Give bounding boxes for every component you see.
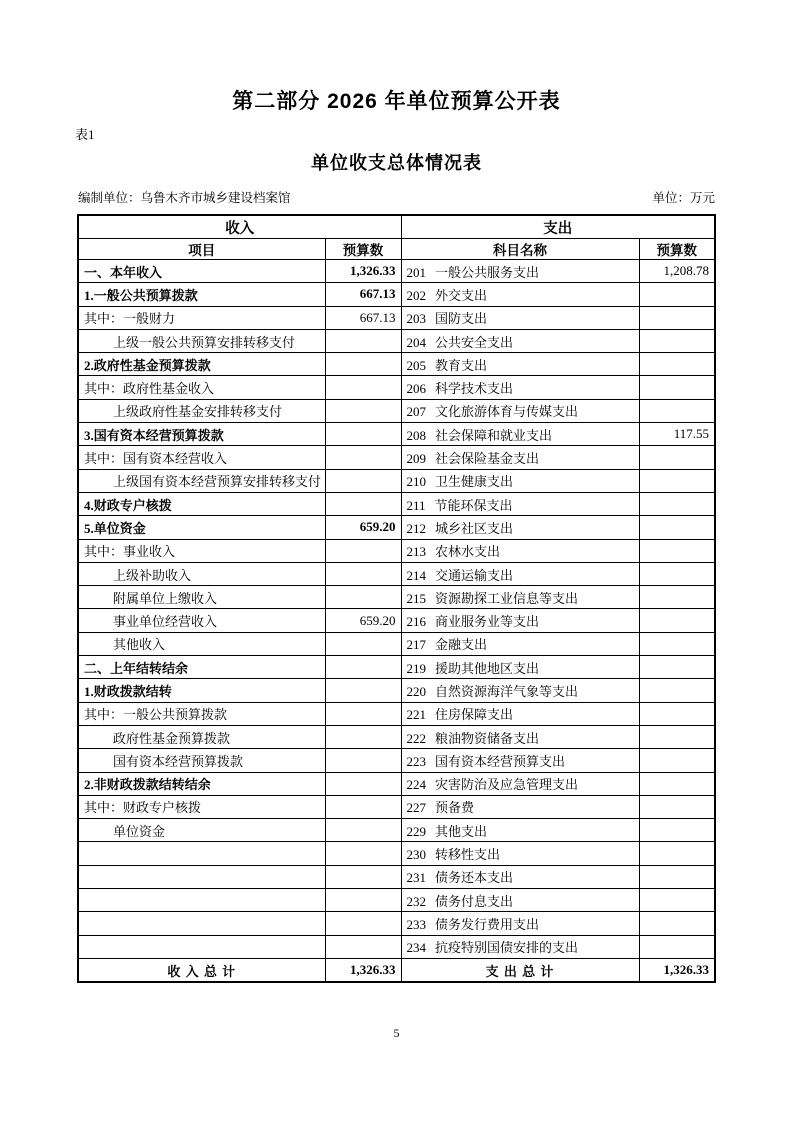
expense-budget-cell bbox=[639, 725, 715, 748]
expense-budget-cell bbox=[639, 353, 715, 376]
income-item-cell bbox=[78, 446, 325, 469]
income-budget-value: 667.13 bbox=[359, 286, 396, 302]
income-item-cell bbox=[78, 935, 325, 958]
income-budget-cell bbox=[325, 516, 401, 539]
income-item-label: 一、本年收入 bbox=[84, 264, 163, 280]
expense-code: 210 bbox=[406, 474, 426, 490]
income-item-label: 其中：国有资本经营收入 bbox=[84, 451, 228, 467]
income-item-cell bbox=[78, 329, 325, 352]
expense-subject-label: 援助其他地区支出 bbox=[435, 660, 540, 676]
expense-subject-cell bbox=[401, 283, 639, 306]
income-budget-cell bbox=[325, 912, 401, 935]
expense-code: 232 bbox=[406, 893, 426, 909]
expense-code: 221 bbox=[406, 707, 426, 723]
income-item-cell bbox=[78, 725, 325, 748]
table-row bbox=[78, 446, 715, 469]
table-row bbox=[78, 889, 715, 912]
expense-budget-cell bbox=[639, 842, 715, 865]
income-budget-cell bbox=[325, 795, 401, 818]
expense-subject-label: 公共安全支出 bbox=[435, 334, 514, 350]
table-row bbox=[78, 609, 715, 632]
income-item-label: 上级国有资本经营预算安排转移支付 bbox=[113, 474, 322, 490]
expense-code: 203 bbox=[406, 311, 426, 327]
income-item-label: 其中：一般财力 bbox=[84, 311, 176, 327]
expense-budget-cell bbox=[639, 329, 715, 352]
column-header-income-budget: 预算数 bbox=[325, 239, 401, 260]
expense-subject-label: 文化旅游体育与传媒支出 bbox=[435, 404, 579, 420]
income-budget-cell bbox=[325, 586, 401, 609]
expense-subject-label: 灾害防治及应急管理支出 bbox=[435, 777, 579, 793]
expense-subject-label: 国防支出 bbox=[435, 311, 488, 327]
table-row bbox=[78, 353, 715, 376]
income-item-cell bbox=[78, 283, 325, 306]
table-row bbox=[78, 725, 715, 748]
table-row bbox=[78, 306, 715, 329]
income-budget-cell bbox=[325, 399, 401, 422]
expense-subject-label: 债务还本支出 bbox=[435, 870, 514, 886]
table-row bbox=[78, 283, 715, 306]
income-budget-cell bbox=[325, 702, 401, 725]
income-item-label: 2.非财政拨款结转结余 bbox=[84, 777, 211, 793]
income-item-cell bbox=[78, 399, 325, 422]
expense-code: 213 bbox=[406, 544, 426, 560]
expense-subject-label: 社会保障和就业支出 bbox=[435, 427, 553, 443]
expense-budget-value: 1,208.78 bbox=[663, 263, 709, 279]
income-budget-cell bbox=[325, 935, 401, 958]
expense-budget-cell bbox=[639, 469, 715, 492]
expense-budget-cell bbox=[639, 749, 715, 772]
income-budget-value: 667.13 bbox=[359, 309, 396, 325]
unit-label: 单位：万元 bbox=[652, 191, 715, 205]
expense-budget-cell bbox=[639, 912, 715, 935]
expense-subject-label: 一般公共服务支出 bbox=[435, 264, 540, 280]
expense-budget-cell bbox=[639, 795, 715, 818]
income-budget-cell bbox=[325, 353, 401, 376]
table-row bbox=[78, 562, 715, 585]
income-item-cell bbox=[78, 353, 325, 376]
expense-budget-cell bbox=[639, 935, 715, 958]
table-meta-row bbox=[78, 190, 715, 207]
income-item-label: 单位资金 bbox=[113, 823, 166, 839]
expense-subject-label: 其他支出 bbox=[435, 823, 488, 839]
expense-code: 222 bbox=[406, 730, 426, 746]
expense-subject-cell bbox=[401, 679, 639, 702]
expense-budget-cell bbox=[639, 260, 715, 283]
expense-subject-label: 商业服务业等支出 bbox=[435, 614, 540, 630]
expense-budget-cell bbox=[639, 586, 715, 609]
column-header-row bbox=[78, 239, 715, 260]
income-budget-cell bbox=[325, 376, 401, 399]
expense-subject-cell bbox=[401, 609, 639, 632]
income-total-label: 收 入 总 计 bbox=[78, 958, 325, 982]
expense-code: 212 bbox=[406, 520, 426, 536]
table-row bbox=[78, 423, 715, 446]
expense-budget-cell bbox=[639, 679, 715, 702]
expense-subject-label: 国有资本经营预算支出 bbox=[435, 753, 566, 769]
income-item-label: 事业单位经营收入 bbox=[113, 614, 218, 630]
income-section-header: 收入 bbox=[78, 215, 401, 239]
income-budget-cell bbox=[325, 656, 401, 679]
expense-subject-cell bbox=[401, 935, 639, 958]
income-item-cell bbox=[78, 842, 325, 865]
income-item-label: 国有资本经营预算拨款 bbox=[113, 753, 244, 769]
income-item-cell bbox=[78, 702, 325, 725]
income-budget-cell bbox=[325, 260, 401, 283]
income-item-cell bbox=[78, 492, 325, 515]
income-item-cell bbox=[78, 516, 325, 539]
income-item-cell bbox=[78, 423, 325, 446]
income-item-cell bbox=[78, 912, 325, 935]
expense-code: 220 bbox=[406, 683, 426, 699]
income-budget-cell bbox=[325, 609, 401, 632]
income-total-value: 1,326.33 bbox=[325, 958, 401, 982]
income-item-label: 4.财政专户核拨 bbox=[84, 497, 172, 513]
income-item-label: 其中：财政专户核拨 bbox=[84, 800, 202, 816]
expense-budget-cell bbox=[639, 865, 715, 888]
income-item-cell bbox=[78, 609, 325, 632]
total-row bbox=[78, 958, 715, 982]
expense-budget-cell bbox=[639, 399, 715, 422]
expense-budget-value: 117.55 bbox=[673, 426, 709, 442]
income-item-label: 其他收入 bbox=[113, 637, 166, 653]
expense-code: 206 bbox=[406, 381, 426, 397]
budget-table bbox=[77, 214, 716, 983]
income-budget-value: 659.20 bbox=[359, 612, 396, 628]
expense-subject-cell bbox=[401, 772, 639, 795]
table-row bbox=[78, 469, 715, 492]
expense-code: 202 bbox=[406, 287, 426, 303]
expense-subject-label: 卫生健康支出 bbox=[435, 474, 514, 490]
expense-subject-cell bbox=[401, 702, 639, 725]
income-item-cell bbox=[78, 679, 325, 702]
expense-subject-label: 预备费 bbox=[435, 800, 475, 816]
income-budget-value: 659.20 bbox=[359, 519, 396, 535]
expense-subject-label: 交通运输支出 bbox=[435, 567, 514, 583]
expense-subject-cell bbox=[401, 492, 639, 515]
expense-subject-cell bbox=[401, 469, 639, 492]
expense-subject-label: 外交支出 bbox=[435, 287, 488, 303]
income-item-label: 5.单位资金 bbox=[84, 520, 146, 536]
income-item-label: 其中：一般公共预算拨款 bbox=[84, 707, 228, 723]
expense-code: 215 bbox=[406, 590, 426, 606]
expense-subject-cell bbox=[401, 376, 639, 399]
income-item-cell bbox=[78, 749, 325, 772]
income-item-label: 上级一般公共预算安排转移支付 bbox=[113, 334, 296, 350]
table-row bbox=[78, 376, 715, 399]
income-item-label: 1.财政拨款结转 bbox=[84, 683, 172, 699]
table-row bbox=[78, 260, 715, 283]
income-budget-cell bbox=[325, 819, 401, 842]
table-row bbox=[78, 702, 715, 725]
table-row bbox=[78, 492, 715, 515]
income-item-cell bbox=[78, 889, 325, 912]
income-item-cell bbox=[78, 469, 325, 492]
expense-section-header: 支出 bbox=[401, 215, 715, 239]
expense-subject-cell bbox=[401, 562, 639, 585]
expense-subject-cell bbox=[401, 446, 639, 469]
table-row bbox=[78, 865, 715, 888]
income-item-cell bbox=[78, 656, 325, 679]
income-item-cell bbox=[78, 772, 325, 795]
income-budget-cell bbox=[325, 306, 401, 329]
income-budget-cell bbox=[325, 749, 401, 772]
income-item-cell bbox=[78, 632, 325, 655]
table-row bbox=[78, 399, 715, 422]
expense-budget-cell bbox=[639, 609, 715, 632]
expense-code: 224 bbox=[406, 777, 426, 793]
income-item-cell bbox=[78, 376, 325, 399]
expense-subject-label: 抗疫特别国债安排的支出 bbox=[435, 940, 579, 956]
income-item-cell bbox=[78, 865, 325, 888]
expense-budget-cell bbox=[639, 656, 715, 679]
expense-subject-cell bbox=[401, 795, 639, 818]
income-budget-cell bbox=[325, 539, 401, 562]
expense-code: 233 bbox=[406, 916, 426, 932]
table-row bbox=[78, 912, 715, 935]
table-row bbox=[78, 842, 715, 865]
expense-budget-cell bbox=[639, 562, 715, 585]
expense-subject-cell bbox=[401, 329, 639, 352]
table-row bbox=[78, 586, 715, 609]
income-budget-cell bbox=[325, 562, 401, 585]
document-title: 第二部分 2026 年单位预算公开表 bbox=[232, 90, 561, 113]
expense-subject-cell bbox=[401, 353, 639, 376]
expense-budget-cell bbox=[639, 819, 715, 842]
expense-budget-cell bbox=[639, 539, 715, 562]
expense-subject-label: 农林水支出 bbox=[435, 544, 501, 560]
section-header-row bbox=[78, 215, 715, 239]
income-budget-cell bbox=[325, 842, 401, 865]
prepared-by-label: 编制单位：乌鲁木齐市城乡建设档案馆 bbox=[78, 191, 291, 205]
income-budget-cell bbox=[325, 469, 401, 492]
expense-subject-cell bbox=[401, 889, 639, 912]
expense-code: 211 bbox=[406, 497, 426, 513]
income-item-label: 3.国有资本经营预算拨款 bbox=[84, 427, 224, 443]
income-item-cell bbox=[78, 586, 325, 609]
table-title: 单位收支总体情况表 bbox=[311, 153, 482, 173]
table-row bbox=[78, 819, 715, 842]
expense-code: 229 bbox=[406, 823, 426, 839]
expense-subject-cell bbox=[401, 865, 639, 888]
table-row bbox=[78, 679, 715, 702]
expense-code: 219 bbox=[406, 660, 426, 676]
income-item-cell bbox=[78, 539, 325, 562]
expense-subject-cell bbox=[401, 819, 639, 842]
income-budget-cell bbox=[325, 772, 401, 795]
expense-subject-label: 自然资源海洋气象等支出 bbox=[435, 683, 579, 699]
income-budget-cell bbox=[325, 446, 401, 469]
table-row bbox=[78, 749, 715, 772]
expense-code: 223 bbox=[406, 753, 426, 769]
table-row bbox=[78, 935, 715, 958]
expense-code: 214 bbox=[406, 567, 426, 583]
expense-subject-label: 城乡社区支出 bbox=[435, 520, 514, 536]
expense-budget-cell bbox=[639, 423, 715, 446]
expense-subject-label: 债务付息支出 bbox=[435, 893, 514, 909]
expense-subject-label: 社会保险基金支出 bbox=[435, 451, 540, 467]
expense-subject-cell bbox=[401, 423, 639, 446]
income-item-label: 二、上年结转结余 bbox=[84, 660, 189, 676]
expense-code: 230 bbox=[406, 847, 426, 863]
expense-subject-cell bbox=[401, 260, 639, 283]
expense-subject-cell bbox=[401, 516, 639, 539]
table-row bbox=[78, 539, 715, 562]
table-row bbox=[78, 516, 715, 539]
expense-budget-cell bbox=[639, 283, 715, 306]
income-budget-cell bbox=[325, 632, 401, 655]
table-row bbox=[78, 329, 715, 352]
expense-subject-label: 科学技术支出 bbox=[435, 381, 514, 397]
expense-code: 209 bbox=[406, 451, 426, 467]
expense-subject-cell bbox=[401, 632, 639, 655]
column-header-expense-budget: 预算数 bbox=[639, 239, 715, 260]
expense-code: 234 bbox=[406, 940, 426, 956]
table-row bbox=[78, 656, 715, 679]
expense-subject-cell bbox=[401, 586, 639, 609]
expense-subject-label: 住房保障支出 bbox=[435, 707, 514, 723]
expense-subject-label: 粮油物资储备支出 bbox=[435, 730, 540, 746]
expense-total-label: 支 出 总 计 bbox=[401, 958, 639, 982]
expense-subject-cell bbox=[401, 749, 639, 772]
income-budget-cell bbox=[325, 679, 401, 702]
income-budget-cell bbox=[325, 865, 401, 888]
income-budget-cell bbox=[325, 329, 401, 352]
income-item-cell bbox=[78, 306, 325, 329]
table-row bbox=[78, 632, 715, 655]
expense-budget-cell bbox=[639, 702, 715, 725]
expense-budget-cell bbox=[639, 376, 715, 399]
expense-subject-cell bbox=[401, 912, 639, 935]
income-item-label: 上级政府性基金安排转移支付 bbox=[113, 404, 283, 420]
expense-subject-cell bbox=[401, 656, 639, 679]
table-row bbox=[78, 772, 715, 795]
expense-subject-cell bbox=[401, 306, 639, 329]
expense-code: 227 bbox=[406, 800, 426, 816]
expense-total-value: 1,326.33 bbox=[639, 958, 715, 982]
table-label: 表1 bbox=[75, 127, 95, 142]
expense-budget-cell bbox=[639, 889, 715, 912]
expense-code: 217 bbox=[406, 637, 426, 653]
expense-code: 216 bbox=[406, 614, 426, 630]
income-item-label: 其中：政府性基金收入 bbox=[84, 381, 215, 397]
income-budget-cell bbox=[325, 725, 401, 748]
expense-subject-label: 债务发行费用支出 bbox=[435, 916, 540, 932]
expense-subject-label: 节能环保支出 bbox=[434, 497, 513, 513]
expense-subject-cell bbox=[401, 725, 639, 748]
expense-budget-cell bbox=[639, 306, 715, 329]
expense-code: 231 bbox=[406, 870, 426, 886]
income-budget-cell bbox=[325, 423, 401, 446]
page-number: 5 bbox=[393, 1026, 400, 1040]
expense-subject-label: 转移性支出 bbox=[435, 847, 501, 863]
income-item-label: 1.一般公共预算拨款 bbox=[84, 287, 198, 303]
income-budget-cell bbox=[325, 492, 401, 515]
expense-budget-cell bbox=[639, 446, 715, 469]
income-item-label: 上级补助收入 bbox=[113, 567, 192, 583]
income-budget-value: 1,326.33 bbox=[350, 263, 396, 279]
expense-subject-cell bbox=[401, 842, 639, 865]
income-budget-cell bbox=[325, 889, 401, 912]
expense-subject-cell bbox=[401, 399, 639, 422]
income-item-label: 其中：事业收入 bbox=[84, 544, 176, 560]
expense-subject-label: 教育支出 bbox=[435, 357, 488, 373]
income-budget-cell bbox=[325, 283, 401, 306]
expense-code: 204 bbox=[406, 334, 426, 350]
expense-code: 201 bbox=[406, 264, 426, 280]
expense-subject-label: 金融支出 bbox=[435, 637, 488, 653]
expense-code: 207 bbox=[406, 404, 426, 420]
column-header-subject: 科目名称 bbox=[401, 239, 639, 260]
expense-budget-cell bbox=[639, 632, 715, 655]
income-item-label: 政府性基金预算拨款 bbox=[113, 730, 231, 746]
column-header-item: 项目 bbox=[78, 239, 325, 260]
expense-budget-cell bbox=[639, 516, 715, 539]
income-item-cell bbox=[78, 260, 325, 283]
table-row bbox=[78, 795, 715, 818]
income-item-cell bbox=[78, 819, 325, 842]
income-item-label: 2.政府性基金预算拨款 bbox=[84, 357, 211, 373]
expense-budget-cell bbox=[639, 772, 715, 795]
income-item-label: 附属单位上缴收入 bbox=[113, 590, 218, 606]
income-item-cell bbox=[78, 562, 325, 585]
expense-code: 205 bbox=[406, 357, 426, 373]
expense-subject-cell bbox=[401, 539, 639, 562]
expense-code: 208 bbox=[406, 427, 426, 443]
expense-budget-cell bbox=[639, 492, 715, 515]
income-item-cell bbox=[78, 795, 325, 818]
expense-subject-label: 资源勘探工业信息等支出 bbox=[435, 590, 579, 606]
